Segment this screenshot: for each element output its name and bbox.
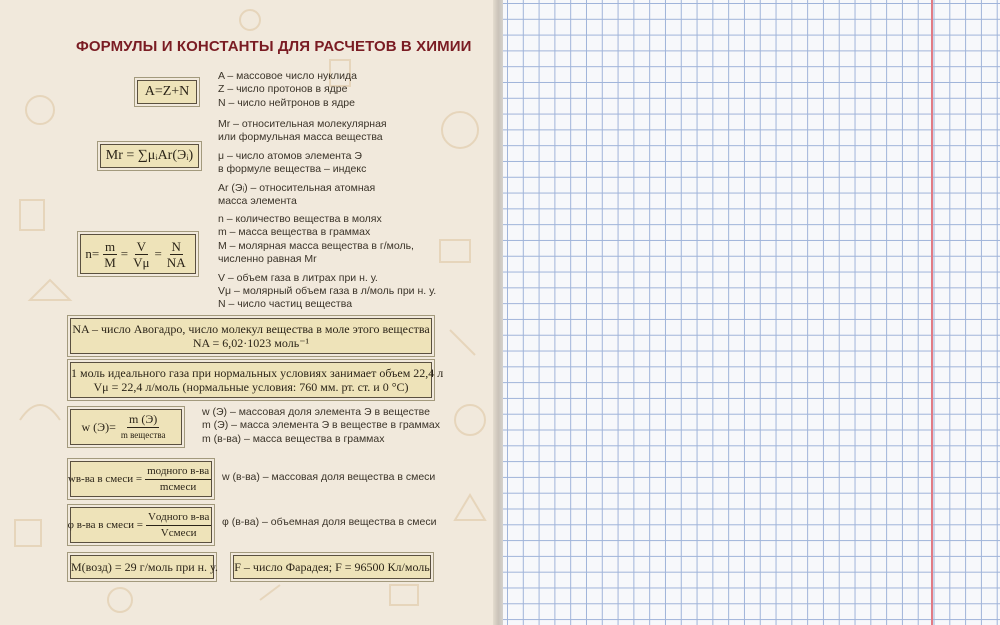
desc-line: Z – число протонов в ядре: [218, 83, 348, 96]
desc-line: Mr – относительная молекулярная: [218, 118, 387, 130]
margin-line: [931, 0, 933, 625]
desc-line: N – число частиц вещества: [218, 298, 353, 311]
left-page: [0, 0, 497, 625]
amount-description: [218, 213, 436, 312]
numerator: mодного в-ва: [145, 464, 211, 480]
desc-line: V – объем газа в литрах при н. у.: [218, 271, 378, 284]
numerator: m (Э): [129, 411, 158, 426]
element-mass-fraction-description: [202, 406, 440, 446]
formula-mass-number: A=Z+N: [144, 84, 190, 99]
denominator: Vсмеси: [160, 526, 197, 539]
fraction-m-over-M: [102, 239, 118, 270]
numerator: Vодного в-ва: [146, 510, 211, 526]
avogadro-constant-box: [70, 318, 432, 354]
denominator: m вещества: [120, 429, 166, 440]
formula-element-mass-fraction-box: [70, 409, 182, 445]
desc-line: численно равная Mr: [218, 253, 317, 266]
mass-number-description: [218, 70, 357, 110]
page-title: ФОРМУЛЫ И КОНСТАНТЫ ДЛЯ РАСЧЕТОВ В ХИМИИ: [76, 38, 472, 55]
volume-fraction-description: φ (в-ва) – объемная доля вещества в смеси: [222, 516, 437, 528]
formula-rhs: ∑μᵢAr(Эᵢ): [137, 148, 194, 163]
formula-lhs: wв-ва в смеси =: [67, 473, 143, 485]
numerator: V: [136, 238, 146, 254]
numerator: N: [171, 238, 181, 254]
molar-volume-line: 1 моль идеального газа при нормальных условиях занимает объем 22,4 л: [71, 366, 444, 380]
fraction: [145, 464, 211, 495]
denominator: M: [104, 254, 116, 270]
molar-volume-box: [70, 362, 444, 398]
numerator: m: [104, 238, 116, 254]
faraday-constant: F – число Фарадея; F = 96500 Кл/моль: [234, 560, 430, 574]
faraday-constant-box: [233, 555, 431, 579]
desc-line: m – масса вещества в граммах: [218, 226, 371, 239]
fraction: [119, 412, 168, 443]
desc-line: μ – число атомов элемента Э: [218, 149, 362, 162]
desc-line: или формульная масса вещества: [218, 131, 383, 144]
desc-line: A – массовое число нуклида: [218, 70, 357, 82]
denominator: mсмеси: [159, 480, 197, 493]
desc-line: m (в-ва) – масса вещества в граммах: [202, 432, 385, 445]
avogadro-line: NA – число Авогадро, число молекул вещества в моле этого вещества: [72, 322, 430, 336]
desc-line: n – количество вещества в молях: [218, 213, 382, 225]
formula-molecular-mass-box: [100, 144, 199, 168]
desc-line: Ar (Эᵢ) – относительная атомная: [218, 181, 376, 194]
desc-line: m (Э) – масса элемента Э в веществе в граммах: [202, 419, 441, 432]
fraction-N-over-NA: [165, 239, 188, 270]
formula-lhs: φ в-ва в смеси =: [67, 519, 143, 531]
molar-volume-value: Vμ = 22,4 л/моль (нормальные условия: 760 мм. рт. ст. и 0 °С): [93, 380, 409, 394]
right-page-grid: [503, 0, 1000, 625]
mixture-mass-fraction-description: w (в-ва) – массовая доля вещества в смеси: [222, 471, 436, 483]
formula-mixture-mass-fraction-box: [67, 461, 212, 497]
desc-line: в формуле вещества – индекс: [218, 163, 367, 176]
fraction: [146, 510, 211, 541]
formula-mass-number-box: [137, 80, 197, 104]
formula-lhs: w (Э)=: [81, 419, 116, 434]
formula-volume-fraction-box: [67, 507, 212, 543]
formula-amount-of-substance-box: n = $\frac{m}{M}$ = $\frac{V}{V\mu}$ = $\frac{N}{NA}$: [80, 234, 196, 274]
molecular-mass-description: [218, 118, 387, 208]
desc-line: Vμ – молярный объем газа в л/моль при н. у.: [218, 285, 437, 298]
desc-line: масса элемента: [218, 195, 297, 208]
air-molar-mass-box: [70, 555, 218, 579]
desc-line: N – число нейтронов в ядре: [218, 96, 355, 109]
formula-lhs: Mr =: [105, 148, 135, 163]
air-molar-mass: M(возд) = 29 г/моль при н. у.: [71, 560, 218, 574]
denominator: Vμ: [133, 254, 150, 270]
fraction-V-over-Vm: [131, 239, 151, 270]
avogadro-value: NA = 6,02·1023 моль⁻¹: [192, 336, 310, 350]
denominator: NA: [166, 254, 186, 270]
desc-line: w (Э) – массовая доля элемента Э в веществе: [202, 406, 430, 418]
symbol-n: n: [85, 246, 92, 261]
desc-line: M – молярная масса вещества в г/моль,: [218, 239, 414, 252]
